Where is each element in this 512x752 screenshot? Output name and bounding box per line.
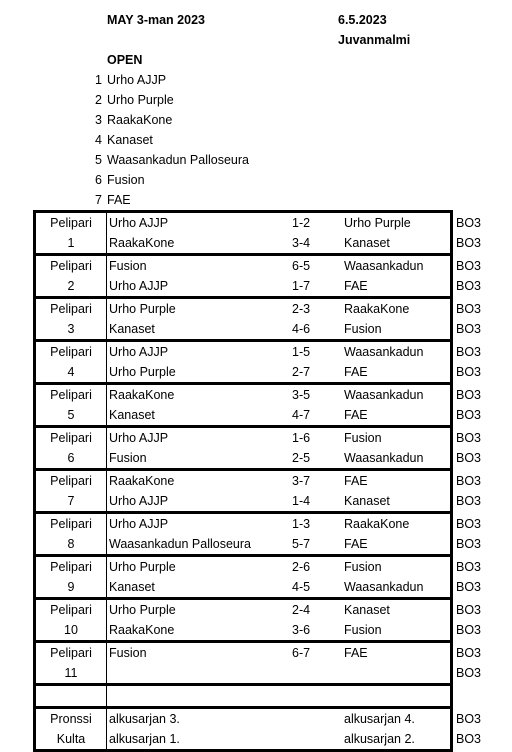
match-code: 3-6 [292, 623, 311, 637]
team-number: 3 [95, 113, 102, 127]
away-team: Waasankadun [344, 345, 424, 359]
match-row [36, 319, 450, 339]
home-team [107, 663, 292, 683]
format-label: BO3 [456, 259, 482, 273]
team-name: Urho Purple [107, 93, 174, 107]
match-code [292, 729, 342, 749]
match-code: 2-4 [292, 603, 311, 617]
match-row [36, 428, 450, 448]
round-label: Pelipari [36, 213, 107, 233]
team-name: Waasankadun Palloseura [107, 153, 249, 167]
format-label: BO3 [456, 236, 482, 250]
round-block [33, 425, 453, 468]
match-code: 3-5 [292, 388, 311, 402]
format-label: BO3 [456, 279, 482, 293]
format-label: BO3 [456, 365, 482, 379]
round-label: Pelipari [36, 600, 107, 620]
format-label: BO3 [456, 216, 482, 230]
round-label: Pelipari [36, 342, 107, 362]
format-label: BO3 [456, 431, 482, 445]
match-row [36, 600, 450, 620]
away-team: RaakaKone [344, 517, 410, 531]
match-row [36, 577, 450, 597]
match-code: 1-4 [292, 494, 311, 508]
round-block [33, 597, 453, 640]
event-date: 6.5.2023 [338, 13, 387, 27]
round-block [33, 210, 453, 253]
round-block [33, 253, 453, 296]
match-code: 1-7 [292, 279, 311, 293]
team-name: Urho AJJP [107, 73, 167, 87]
finals-block [33, 706, 453, 752]
format-label: BO3 [456, 580, 482, 594]
home-team: Kanaset [109, 322, 155, 336]
team-number: 5 [95, 153, 102, 167]
match-code: 1-3 [292, 517, 311, 531]
match-row [36, 405, 450, 425]
format-label: BO3 [456, 345, 482, 359]
format-label: BO3 [456, 451, 482, 465]
round-block [33, 511, 453, 554]
match-row [36, 385, 450, 405]
team-name: Kanaset [107, 133, 153, 147]
team-number: 7 [95, 193, 102, 207]
away-team: Waasankadun [344, 451, 424, 465]
final-row [36, 729, 450, 749]
round-number: 11 [36, 663, 107, 683]
home-team: RaakaKone [109, 623, 175, 637]
round-number: 2 [36, 276, 107, 296]
division-label: OPEN [107, 53, 143, 67]
home-team: Urho AJJP [109, 494, 169, 508]
match-code: 2-3 [292, 302, 311, 316]
event-venue: Juvanmalmi [338, 33, 411, 47]
away-team: FAE [344, 474, 368, 488]
away-team: Urho Purple [344, 216, 411, 230]
match-code: 6-5 [292, 259, 311, 273]
home-team: Urho AJJP [109, 517, 169, 531]
format-label: BO3 [456, 603, 482, 617]
format-label: BO3 [456, 408, 482, 422]
match-code: 2-7 [292, 365, 311, 379]
match-code [292, 709, 342, 729]
away-team: Fusion [344, 322, 382, 336]
round-label: Pelipari [36, 428, 107, 448]
home-team: RaakaKone [109, 236, 175, 250]
match-code: 1-6 [292, 431, 311, 445]
match-row [36, 256, 450, 276]
match-row [36, 643, 450, 663]
schedule-table [33, 210, 453, 752]
home-team: Urho AJJP [109, 216, 169, 230]
away-team: FAE [344, 646, 368, 660]
format-label: BO3 [456, 537, 482, 551]
away-team [342, 663, 459, 683]
round-number: 5 [36, 405, 107, 425]
round-label: Pelipari [36, 385, 107, 405]
home-team: RaakaKone [109, 474, 175, 488]
away-team: Kanaset [344, 236, 390, 250]
home-team: Kanaset [109, 580, 155, 594]
match-code: 1-5 [292, 345, 311, 359]
round-number: 6 [36, 448, 107, 468]
format-label: BO3 [456, 474, 482, 488]
match-code: 3-4 [292, 236, 311, 250]
match-row [36, 471, 450, 491]
match-code: 2-5 [292, 451, 311, 465]
round-number: 8 [36, 534, 107, 554]
match-row [36, 514, 450, 534]
format-label: BO3 [456, 712, 482, 726]
format-label: BO3 [456, 517, 482, 531]
team-number: 1 [95, 73, 102, 87]
match-row [36, 213, 450, 233]
format-label: BO3 [456, 623, 482, 637]
round-number: 4 [36, 362, 107, 382]
round-block [33, 554, 453, 597]
home-team: Fusion [109, 451, 147, 465]
round-label: Pelipari [36, 643, 107, 663]
final-row [36, 709, 450, 729]
separator-row [33, 683, 453, 706]
format-label: BO3 [456, 302, 482, 316]
round-number: 3 [36, 319, 107, 339]
round-number: 10 [36, 620, 107, 640]
team-number: 4 [95, 133, 102, 147]
match-row [36, 557, 450, 577]
round-label: Pelipari [36, 557, 107, 577]
away-team: FAE [344, 537, 368, 551]
match-row [36, 620, 450, 640]
round-block [33, 468, 453, 511]
away-team: Waasankadun [344, 259, 424, 273]
round-label: Pelipari [36, 471, 107, 491]
round-block [33, 339, 453, 382]
away-team: Fusion [344, 623, 382, 637]
final-label: Kulta [36, 729, 107, 749]
home-team: Urho Purple [109, 302, 176, 316]
away-team: FAE [344, 408, 368, 422]
away-team: RaakaKone [344, 302, 410, 316]
match-code: 5-7 [292, 537, 311, 551]
round-number: 9 [36, 577, 107, 597]
match-row [36, 299, 450, 319]
match-row [36, 448, 450, 468]
tournament-title: MAY 3-man 2023 [107, 13, 205, 27]
empty-cell [36, 686, 107, 706]
format-label: BO3 [456, 494, 482, 508]
match-code: 3-7 [292, 474, 311, 488]
round-number: 7 [36, 491, 107, 511]
away-team: Fusion [344, 431, 382, 445]
format-label: BO3 [456, 666, 482, 680]
match-code [292, 663, 342, 683]
team-name: FAE [107, 193, 131, 207]
match-row [36, 491, 450, 511]
format-label: BO3 [456, 322, 482, 336]
away-team: alkusarjan 2. [344, 732, 415, 746]
match-row [36, 342, 450, 362]
round-block [33, 382, 453, 425]
team-number: 2 [95, 93, 102, 107]
round-block [33, 640, 453, 683]
home-team: Fusion [109, 259, 147, 273]
away-team: FAE [344, 365, 368, 379]
match-code: 2-6 [292, 560, 311, 574]
round-label: Pelipari [36, 514, 107, 534]
home-team: alkusarjan 1. [109, 732, 180, 746]
away-team: Fusion [344, 560, 382, 574]
match-code: 1-2 [292, 216, 311, 230]
format-label: BO3 [456, 560, 482, 574]
team-name: RaakaKone [107, 113, 173, 127]
home-team: Fusion [109, 646, 147, 660]
match-code: 4-7 [292, 408, 311, 422]
home-team: Kanaset [109, 408, 155, 422]
round-label: Pelipari [36, 256, 107, 276]
match-code: 4-6 [292, 322, 311, 336]
home-team: alkusarjan 3. [109, 712, 180, 726]
match-row [36, 534, 450, 554]
format-label: BO3 [456, 646, 482, 660]
away-team: Kanaset [344, 494, 390, 508]
home-team: Urho AJJP [109, 431, 169, 445]
away-team: Waasankadun [344, 388, 424, 402]
format-label: BO3 [456, 388, 482, 402]
home-team: Urho AJJP [109, 345, 169, 359]
round-block [33, 296, 453, 339]
home-team: Urho Purple [109, 603, 176, 617]
format-label: BO3 [456, 732, 482, 746]
home-team: Urho AJJP [109, 279, 169, 293]
round-number: 1 [36, 233, 107, 253]
match-row [36, 233, 450, 253]
final-label: Pronssi [36, 709, 107, 729]
away-team: Waasankadun [344, 580, 424, 594]
match-row [36, 276, 450, 296]
team-name: Fusion [107, 173, 145, 187]
match-row [36, 663, 450, 683]
team-number: 6 [95, 173, 102, 187]
home-team: RaakaKone [109, 388, 175, 402]
away-team: alkusarjan 4. [344, 712, 415, 726]
home-team: Urho Purple [109, 365, 176, 379]
match-code: 4-5 [292, 580, 311, 594]
away-team: FAE [344, 279, 368, 293]
home-team: Waasankadun Palloseura [109, 537, 251, 551]
away-team: Kanaset [344, 603, 390, 617]
match-code: 6-7 [292, 646, 311, 660]
round-label: Pelipari [36, 299, 107, 319]
home-team: Urho Purple [109, 560, 176, 574]
match-row [36, 362, 450, 382]
